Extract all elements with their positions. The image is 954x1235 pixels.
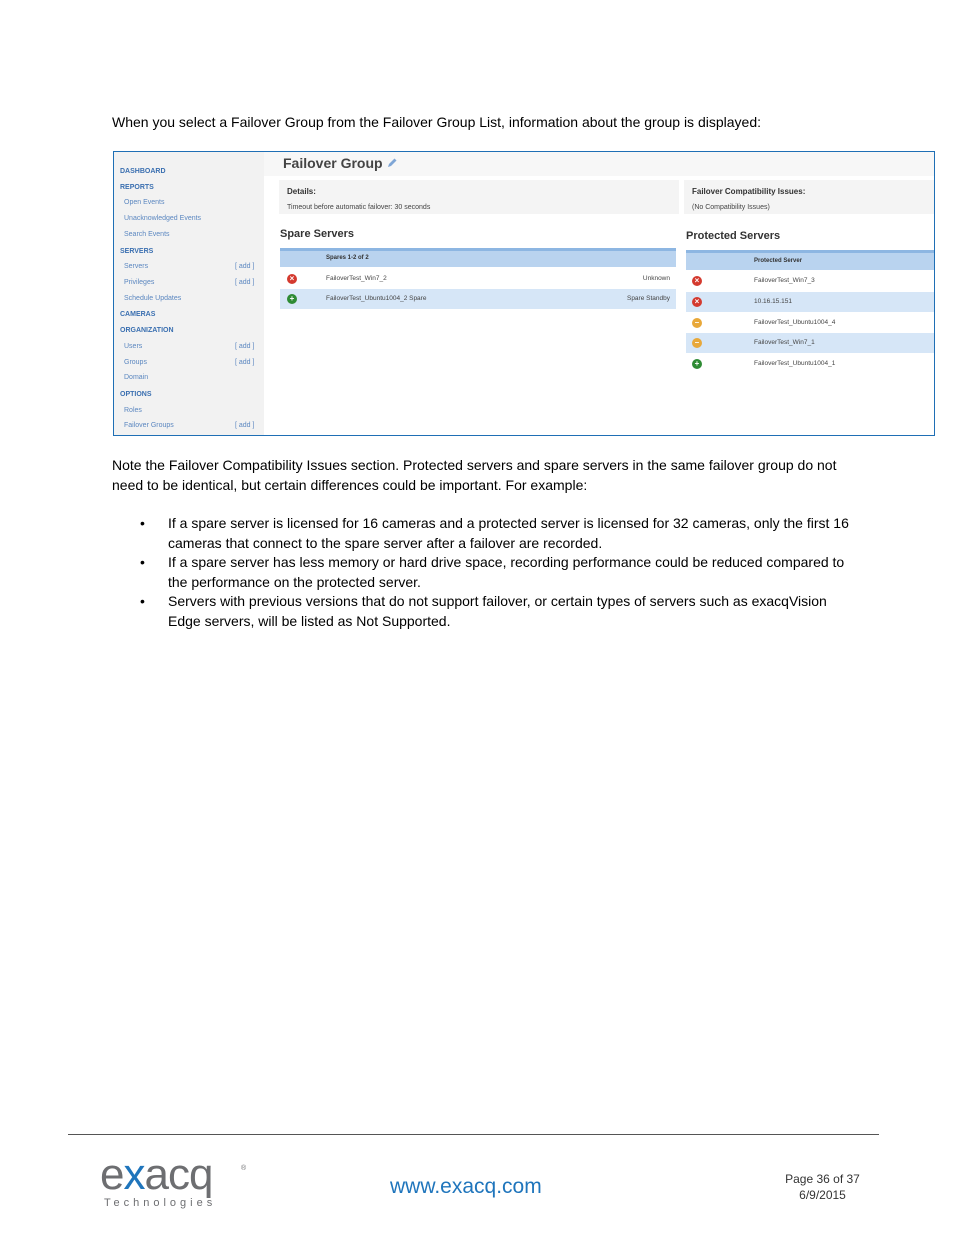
nav-users-add[interactable]: [ add ]	[235, 343, 255, 350]
table-row[interactable]	[686, 354, 934, 374]
warning-icon: –	[692, 318, 702, 328]
nav-search-events[interactable]: Search Events	[124, 231, 170, 238]
nav-cameras[interactable]: CAMERAS	[120, 311, 156, 318]
protected-name: FailoverTest_Ubuntu1004_1	[754, 360, 836, 367]
spare-table-header	[280, 248, 676, 267]
nav-servers-item[interactable]: Servers	[124, 263, 149, 270]
nav-unack-events[interactable]: Unacknowledged Events	[124, 215, 202, 222]
table-row[interactable]	[280, 289, 676, 309]
protected-header-label: Protected Server	[754, 258, 803, 264]
nav-groups[interactable]: Groups	[124, 359, 147, 366]
website-part-b: acq.com	[462, 1175, 542, 1198]
list-item: • If a spare server has less memory or hard drive space, recording performance could be reduced compared to the performance on the protected server.	[112, 553, 852, 592]
nav-privileges[interactable]: Privileges	[124, 279, 155, 286]
ok-icon: +	[287, 294, 297, 304]
details-label: Details:	[287, 187, 316, 196]
note-paragraph: Note the Failover Compatibility Issues section. Protected servers and spare servers in the same failover group do not need to be identical, but certain differences could be important. For example:	[112, 457, 837, 493]
ok-icon: +	[692, 359, 702, 369]
table-row[interactable]	[280, 269, 676, 289]
nav-organization[interactable]: ORGANIZATION	[120, 327, 174, 334]
spare-name: FailoverTest_Win7_2	[326, 275, 387, 282]
nav-privileges-add[interactable]: [ add ]	[235, 279, 255, 286]
protected-name: FailoverTest_Win7_3	[754, 277, 815, 284]
intro-paragraph: When you select a Failover Group from the Failover Group List, information about the group is displayed:	[112, 114, 761, 130]
nav-reports[interactable]: REPORTS	[120, 184, 154, 191]
exacq-logo	[100, 1151, 212, 1199]
issues-label: Failover Compatibility Issues:	[692, 187, 806, 196]
website-link[interactable]	[390, 1175, 542, 1199]
list-item: • Servers with previous versions that do not support failover, or certain types of servers such as exacqVision Edge servers, will be listed as Not Supported.	[112, 592, 852, 631]
protected-name: 10.16.15.151	[754, 298, 792, 305]
nav-groups-add[interactable]: [ add ]	[235, 359, 255, 366]
website-part-a: www.e	[390, 1175, 452, 1198]
table-row[interactable]	[686, 313, 934, 333]
nav-failover-groups[interactable]: Failover Groups	[124, 422, 174, 429]
spare-name: FailoverTest_Ubuntu1004_2 Spare	[326, 295, 427, 302]
protected-name: FailoverTest_Win7_1	[754, 339, 815, 346]
page-info	[760, 1171, 885, 1203]
logo-registered-mark: ®	[241, 1165, 247, 1172]
nav-servers-add[interactable]: [ add ]	[235, 263, 255, 270]
error-icon: ×	[692, 276, 702, 286]
sidebar-nav	[114, 152, 264, 435]
nav-domain[interactable]: Domain	[124, 374, 149, 381]
nav-roles[interactable]: Roles	[124, 407, 142, 414]
logo-subtitle: Technologies	[104, 1197, 217, 1209]
failover-group-screenshot	[113, 151, 935, 436]
table-row[interactable]	[686, 271, 934, 291]
logo-x: x	[123, 1150, 145, 1199]
page-date: 6/9/2015	[799, 1188, 846, 1202]
nav-open-events[interactable]: Open Events	[124, 199, 165, 206]
table-row[interactable]	[686, 333, 934, 353]
protected-table-header	[686, 250, 934, 270]
issues-value: (No Compatibility Issues)	[692, 204, 770, 211]
nav-users[interactable]: Users	[124, 343, 143, 350]
error-icon: ×	[692, 297, 702, 307]
protected-servers-title: Protected Servers	[686, 230, 781, 242]
footer-divider	[68, 1134, 879, 1135]
logo-acq: acq	[144, 1150, 213, 1199]
list-item: • If a spare server is licensed for 16 cameras and a protected server is licensed for 32 cameras, only the first 16 cameras that connect to the spare server after a failover are recorded.	[112, 514, 852, 553]
nav-failover-groups-add[interactable]: [ add ]	[235, 422, 255, 429]
page-title: Failover Group	[283, 155, 383, 171]
error-icon: ×	[287, 274, 297, 284]
spare-status: Unknown	[642, 275, 670, 282]
bullet-list	[112, 514, 852, 631]
logo-e: e	[100, 1150, 124, 1199]
details-value: Timeout before automatic failover: 30 seconds	[287, 204, 431, 211]
spare-servers-title: Spare Servers	[280, 228, 354, 240]
table-row[interactable]	[686, 292, 934, 312]
spare-header-label: Spares 1-2 of 2	[326, 255, 369, 261]
warning-icon: –	[692, 338, 702, 348]
protected-name: FailoverTest_Ubuntu1004_4	[754, 319, 836, 326]
spare-status: Spare Standby	[626, 295, 670, 302]
nav-options[interactable]: OPTIONS	[120, 391, 152, 398]
nav-schedule-updates[interactable]: Schedule Updates	[124, 295, 182, 302]
nav-servers[interactable]: SERVERS	[120, 248, 154, 255]
nav-dashboard[interactable]: DASHBOARD	[120, 168, 166, 175]
website-part-x: x	[451, 1175, 463, 1198]
page-number: Page 36 of 37	[785, 1172, 860, 1186]
edit-pencil-icon[interactable]	[386, 157, 398, 169]
